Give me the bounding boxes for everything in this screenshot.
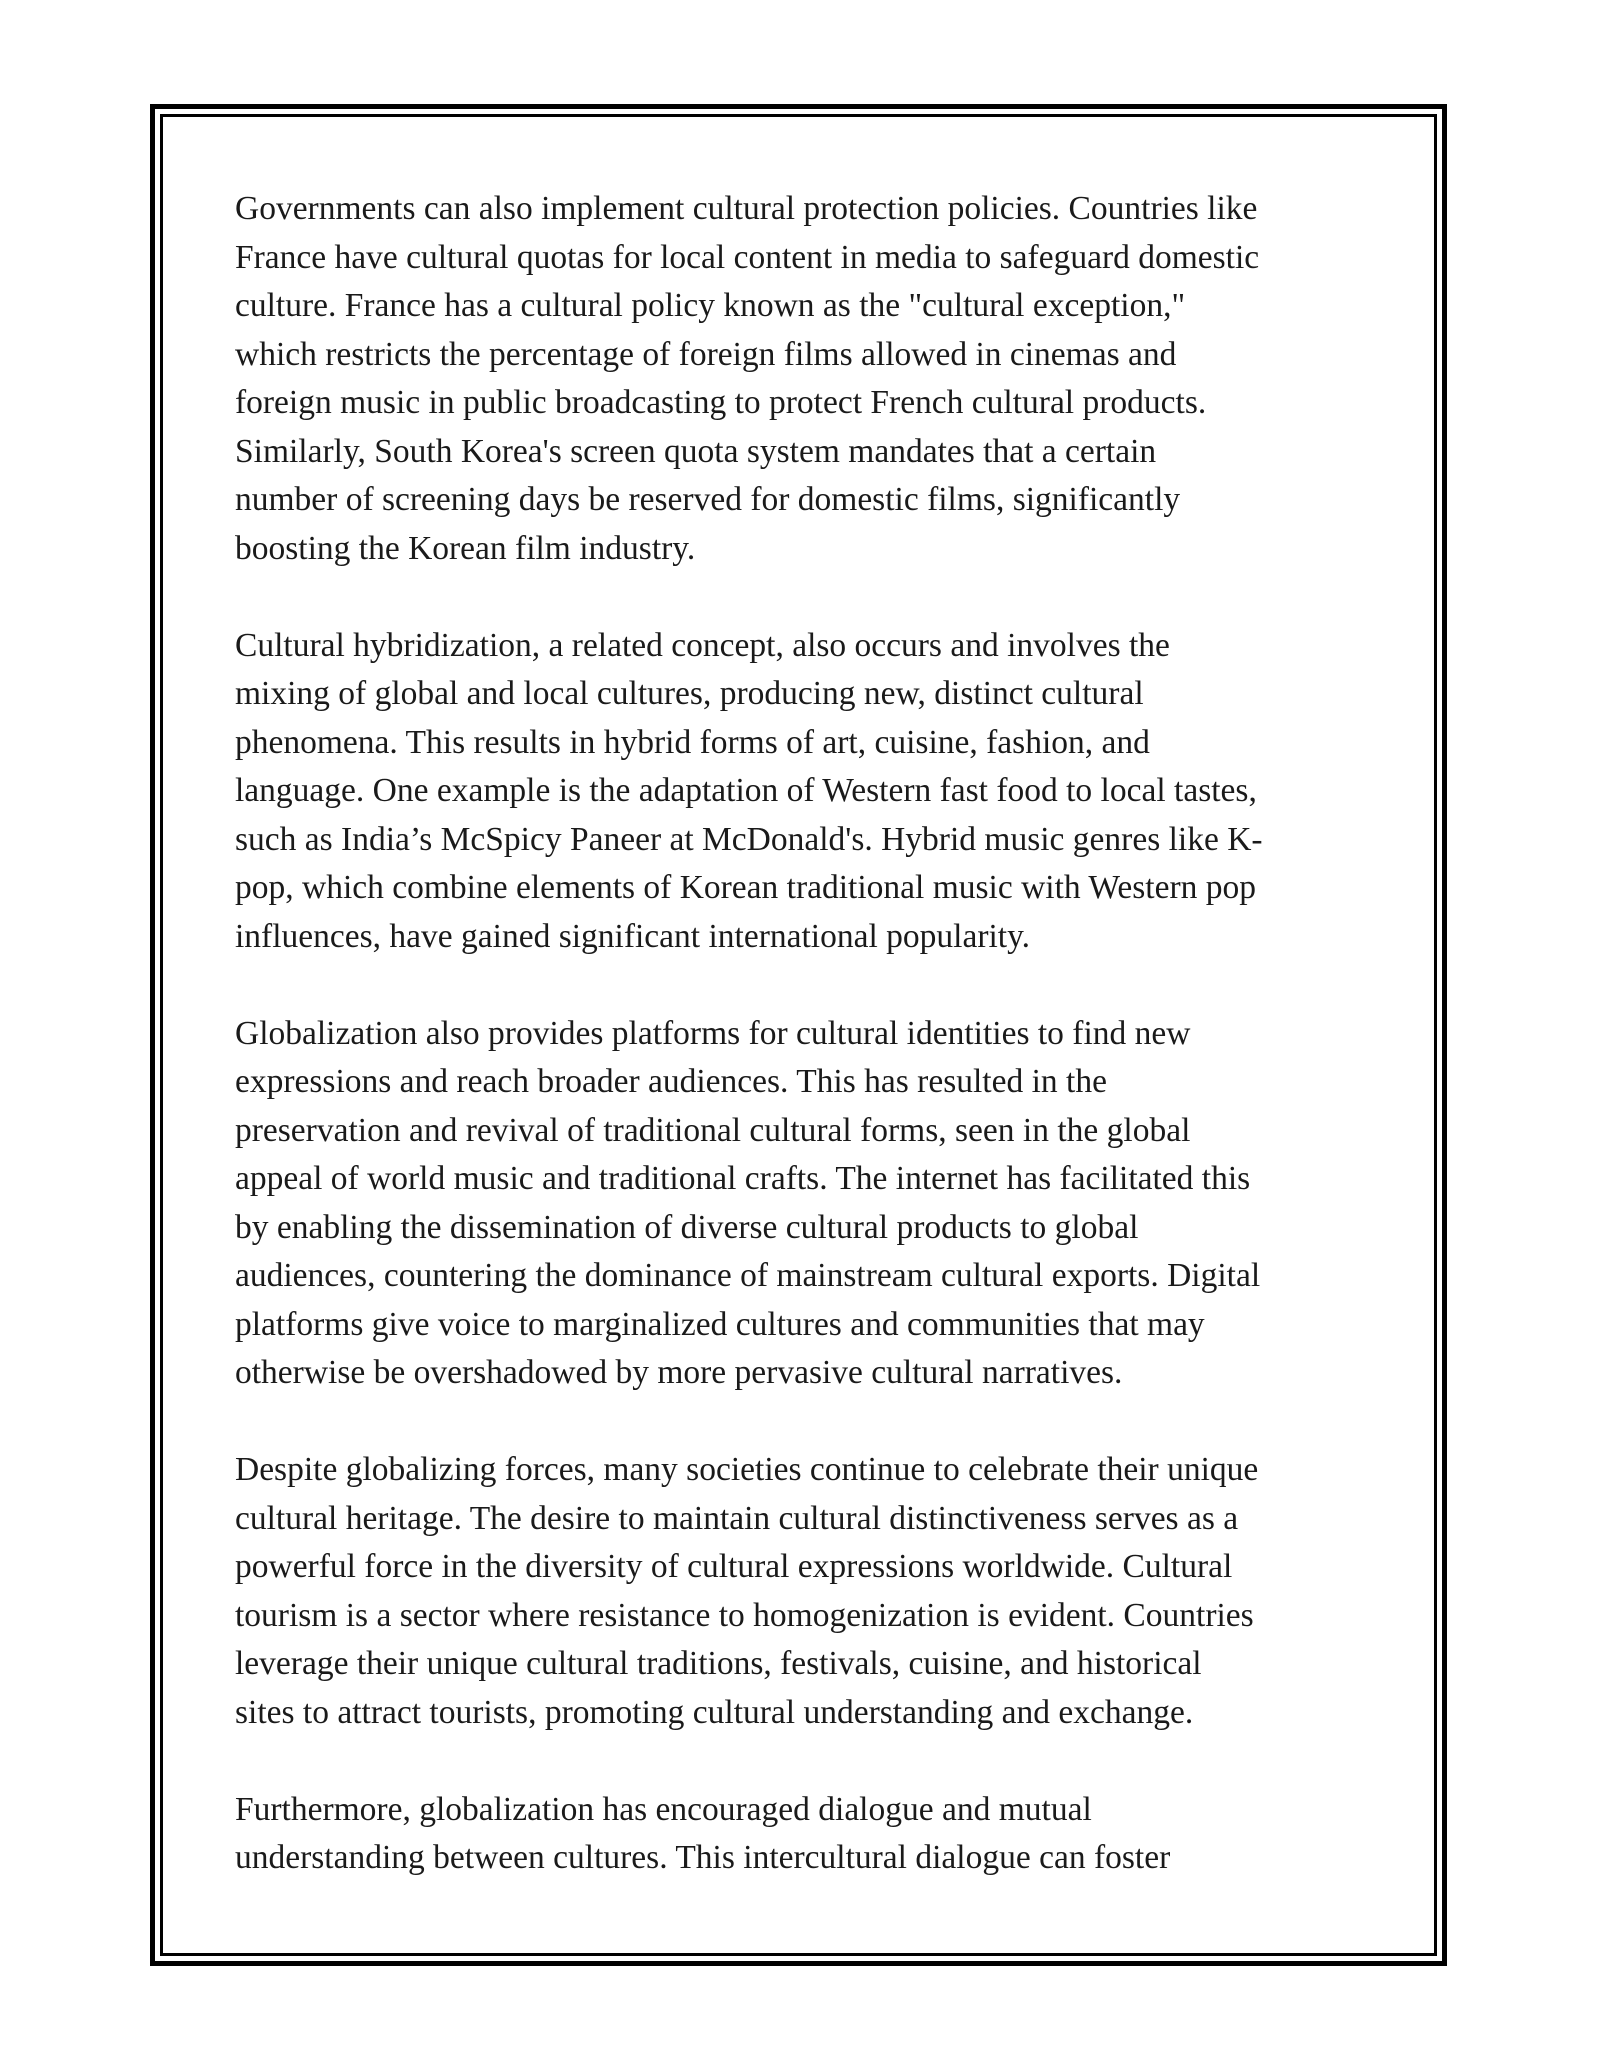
text-line: preservation and revival of traditional cultural forms, seen in the global — [235, 1111, 1191, 1149]
paragraph-cultural-protection — [235, 185, 1375, 573]
text-line: Despite globalizing forces, many societies continue to celebrate their unique — [235, 1451, 1259, 1488]
text-line: Governments can also implement cultural protection policies. Countries like — [235, 190, 1258, 227]
text-line: boosting the Korean film industry. — [235, 529, 696, 567]
text-line: number of screening days be reserved for domestic films, significantly — [235, 481, 1181, 518]
text-line: understanding between cultures. This intercultural dialogue can foster — [235, 1839, 1171, 1876]
text-line: otherwise be overshadowed by more pervasive cultural narratives. — [235, 1354, 1123, 1391]
text-line: powerful force in the diversity of cultural expressions worldwide. Cultural — [235, 1548, 1233, 1585]
text-line: pop, which combine elements of Korean traditional music with Western pop — [235, 869, 1256, 906]
text-line: cultural heritage. The desire to maintain cultural distinctiveness serves as a — [235, 1499, 1239, 1537]
text-line: Furthermore, globalization has encouraged dialogue and mutual — [235, 1790, 1092, 1828]
text-line: influences, have gained significant international popularity. — [235, 917, 1031, 955]
text-line: foreign music in public broadcasting to protect French cultural products. — [235, 384, 1207, 421]
text-line: leverage their unique cultural traditions, festivals, cuisine, and historical — [235, 1645, 1202, 1682]
text-line: appeal of world music and traditional crafts. The internet has facilitated this — [235, 1160, 1251, 1197]
paragraph-cultural-heritage — [235, 1446, 1375, 1737]
text-line: Cultural hybridization, a related concept, also occurs and involves the — [235, 626, 1170, 664]
paragraph-intercultural-dialogue — [235, 1786, 1375, 1883]
text-line: platforms give voice to marginalized cultures and communities that may — [235, 1305, 1205, 1343]
text-line: audiences, countering the dominance of mainstream cultural exports. Digital — [235, 1257, 1261, 1294]
paragraph-globalization-platforms — [235, 1010, 1375, 1398]
text-line: tourism is a sector where resistance to homogenization is evident. Countries — [235, 1596, 1254, 1634]
text-line: Similarly, South Korea's screen quota system mandates that a certain — [235, 432, 1157, 470]
text-line: language. One example is the adaptation of Western fast food to local tastes, — [235, 772, 1257, 809]
text-line: expressions and reach broader audiences. This has resulted in the — [235, 1063, 1107, 1100]
text-line: Globalization also provides platforms for cultural identities to find new — [235, 1014, 1191, 1052]
text-line: culture. France has a cultural policy known as the "cultural exception," — [235, 287, 1186, 324]
text-line: mixing of global and local cultures, producing new, distinct cultural — [235, 675, 1144, 712]
text-line: phenomena. This results in hybrid forms of art, cuisine, fashion, and — [235, 723, 1150, 761]
text-line: sites to attract tourists, promoting cultural understanding and exchange. — [235, 1693, 1194, 1731]
paragraph-cultural-hybridization — [235, 622, 1375, 962]
document-body — [235, 185, 1375, 1931]
text-line: which restricts the percentage of foreign films allowed in cinemas and — [235, 335, 1177, 373]
text-line: such as India’s McSpicy Paneer at McDonald's. Hybrid music genres like K- — [235, 820, 1263, 858]
text-line: France have cultural quotas for local content in media to safeguard domestic — [235, 238, 1260, 276]
text-line: by enabling the dissemination of diverse cultural products to global — [235, 1208, 1139, 1246]
